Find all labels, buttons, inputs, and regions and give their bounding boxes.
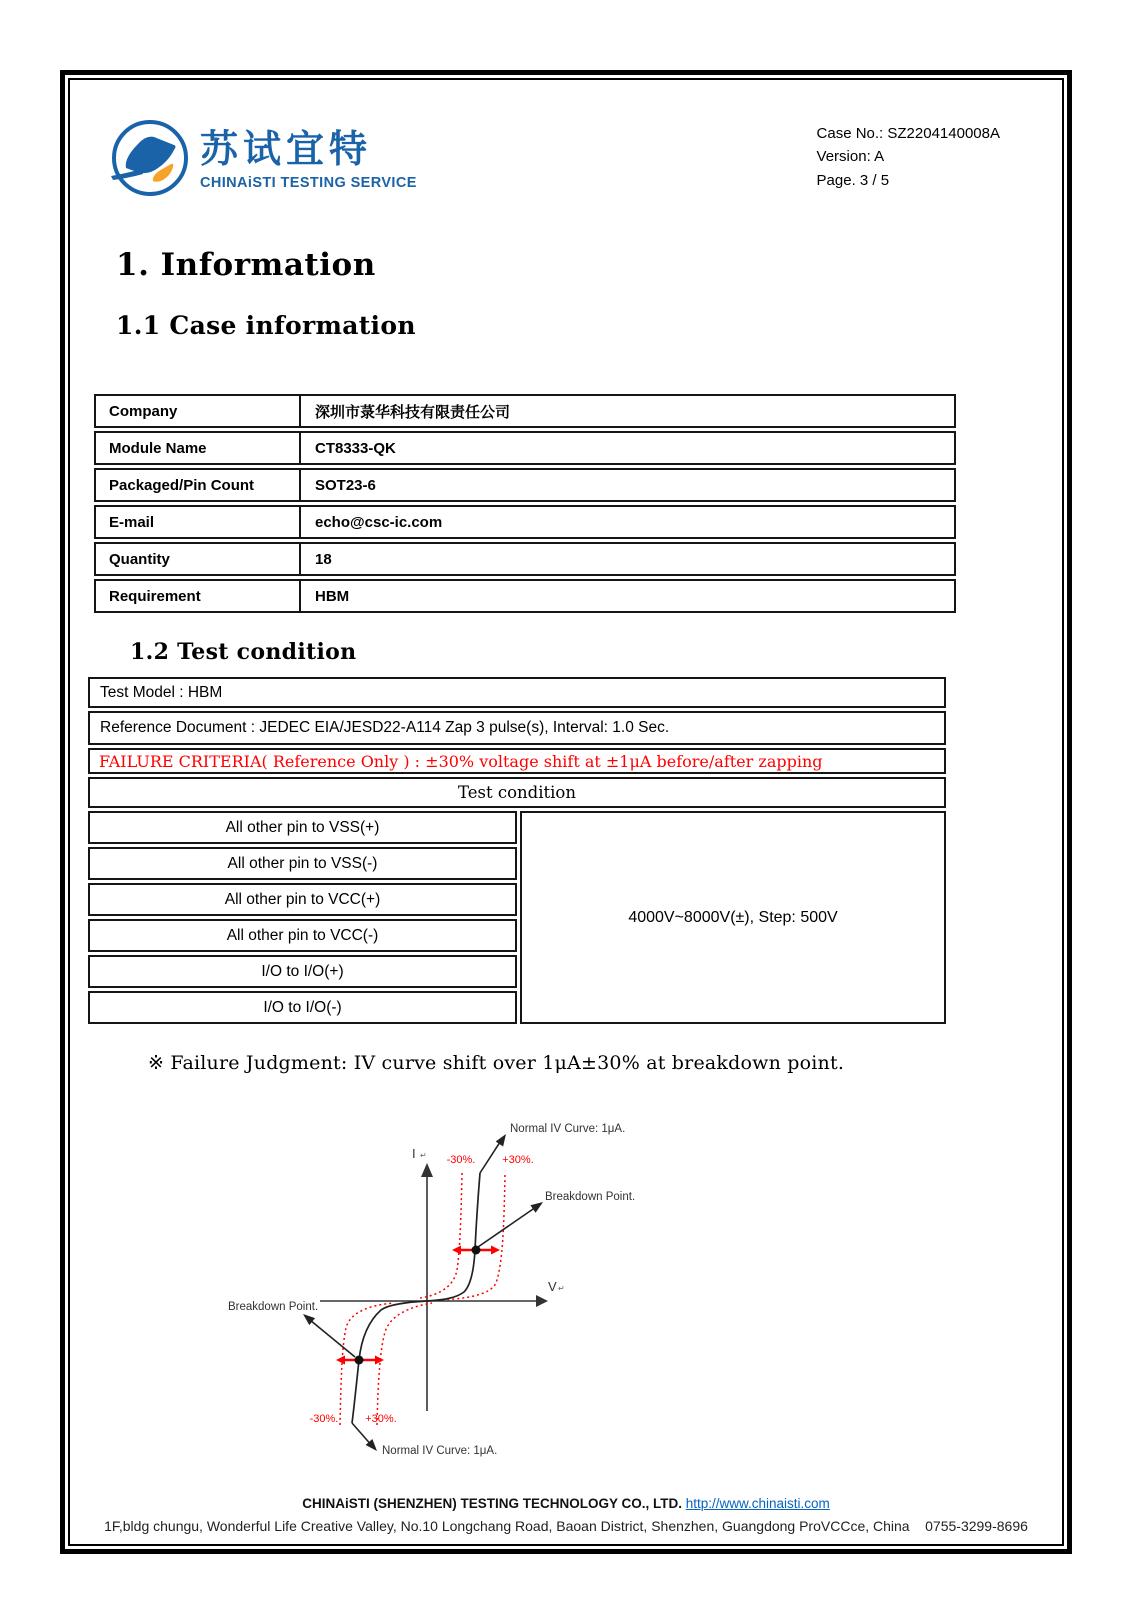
pin-combination-row: All other pin to VSS(-) xyxy=(88,847,517,880)
leader-top xyxy=(480,1139,502,1173)
logo-chinese-name: 苏试宜特 xyxy=(200,128,373,171)
plus30-label-top: +30%. xyxy=(502,1154,534,1166)
reference-document-row: Reference Document : JEDEC EIA/JESD22-A114 Zap 3 pulse(s), Interval: 1.0 Sec. xyxy=(88,711,946,745)
failure-judgment-note: ※ Failure Judgment: IV curve shift over 1μA±30% at breakdown point. xyxy=(148,1052,845,1074)
logo-english-name: CHINAiSTI TESTING SERVICE xyxy=(200,174,417,191)
normal-iv-curve xyxy=(352,1173,480,1423)
row-value: echo@csc-ic.com xyxy=(315,513,443,531)
page-content xyxy=(68,78,1064,1546)
version: Version: A xyxy=(816,148,885,166)
footer-website-link[interactable]: http://www.chinaisti.com xyxy=(685,1496,830,1511)
test-model-row: Test Model : HBM xyxy=(88,677,946,708)
pin-combination-row: I/O to I/O(+) xyxy=(88,955,517,988)
case-meta-block xyxy=(817,122,1000,192)
row-label: Module Name xyxy=(96,433,301,463)
leader-breakdown-left xyxy=(310,1320,355,1357)
row-value: SOT23-6 xyxy=(315,476,376,494)
table-row xyxy=(94,542,956,576)
table-row xyxy=(94,394,956,428)
row-value: HBM xyxy=(315,587,350,605)
pin-combination-area xyxy=(88,811,946,1024)
case-information-table xyxy=(94,394,956,613)
row-value: CT8333-QK xyxy=(315,439,396,457)
minus30-shift-curve-lower xyxy=(340,1303,394,1425)
case-number: Case No.: SZ2204140008A xyxy=(816,125,1000,142)
pin-combination-row: All other pin to VCC(+) xyxy=(88,883,517,916)
section-title-case-information: 1.1 Case information xyxy=(116,311,416,340)
plus30-shift-curve-lower xyxy=(377,1303,432,1425)
leader-breakdown-right xyxy=(478,1207,536,1247)
shift-arrow-upper-left-head-icon xyxy=(452,1246,461,1255)
y-axis-label: I xyxy=(412,1146,416,1161)
company-logo xyxy=(108,116,417,205)
arrowhead-top-icon xyxy=(496,1134,506,1147)
shift-arrow-upper-right-head-icon xyxy=(491,1246,500,1255)
plus30-shift-curve-upper xyxy=(439,1175,505,1300)
test-condition-header-row: Test condition xyxy=(88,777,946,808)
table-row xyxy=(94,579,956,613)
return-mark-icon: ↵ xyxy=(420,1151,427,1160)
breakdown-point-dot-lower xyxy=(355,1356,364,1365)
row-value: 深圳市菉华科技有限责任公司 xyxy=(315,403,511,421)
shift-arrow-lower-left-head-icon xyxy=(336,1356,345,1365)
row-label: Quantity xyxy=(96,544,301,574)
section-title-information: 1. Information xyxy=(116,247,376,283)
normal-curve-label-bottom: Normal IV Curve: 1μA. xyxy=(382,1445,498,1457)
normal-curve-label-top: Normal IV Curve: 1μA. xyxy=(510,1123,626,1135)
page-number: Page. 3 / 5 xyxy=(816,171,890,189)
pin-combination-row: I/O to I/O(-) xyxy=(88,991,517,1024)
pin-combination-row: All other pin to VCC(-) xyxy=(88,919,517,952)
footer-company-line xyxy=(84,1496,1048,1511)
page-footer xyxy=(84,1496,1048,1538)
row-label: Requirement xyxy=(96,581,301,611)
row-value: 18 xyxy=(315,550,332,568)
page-border-frame xyxy=(60,70,1072,1554)
footer-company-name: CHINAiSTI (SHENZHEN) TESTING TECHNOLOGY CO., LTD. xyxy=(302,1496,682,1511)
row-label: Company xyxy=(96,396,301,426)
arrowhead-breakdown-right-icon xyxy=(530,1202,543,1213)
table-row xyxy=(94,431,956,465)
footer-address-line: 1F,bldg chungu, Wonderful Life Creative Valley, No.10 Longchang Road, Baoan District, Shenzhen, Guangdong ProVCCce, China 0755-3299-8696 xyxy=(104,1518,1028,1534)
breakdown-point-dot-upper xyxy=(472,1246,481,1255)
return-mark-icon: ↵ xyxy=(558,1284,565,1293)
x-axis-label: V xyxy=(548,1279,557,1294)
logo-bird-icon xyxy=(108,116,192,205)
logo-wordmark xyxy=(200,128,417,191)
report-header xyxy=(84,116,1048,205)
voltage-range-cell: 4000V~8000V(±), Step: 500V xyxy=(520,811,946,1024)
section-title-test-condition: 1.2 Test condition xyxy=(130,639,357,665)
pin-combination-column xyxy=(88,811,517,1024)
row-label: E-mail xyxy=(96,507,301,537)
x-axis-arrow-icon xyxy=(536,1295,548,1307)
y-axis-arrow-icon xyxy=(421,1163,433,1177)
plus30-label-bottom: +30%. xyxy=(365,1413,397,1425)
minus30-label-top: -30%. xyxy=(446,1154,476,1166)
pin-combination-row: All other pin to VSS(+) xyxy=(88,811,517,844)
minus30-label-bottom: -30%. xyxy=(309,1413,339,1425)
iv-curve-diagram xyxy=(144,1078,1048,1475)
test-condition-table xyxy=(88,677,946,1024)
row-label: Packaged/Pin Count xyxy=(96,470,301,500)
breakdown-point-label-right: Breakdown Point. xyxy=(545,1191,636,1203)
failure-criteria-row: FAILURE CRITERIA( Reference Only ) : ±30% voltage shift at ±1μA before/after zapping xyxy=(88,748,946,774)
table-row xyxy=(94,468,956,502)
breakdown-point-label-left: Breakdown Point. xyxy=(228,1301,319,1313)
table-row xyxy=(94,505,956,539)
